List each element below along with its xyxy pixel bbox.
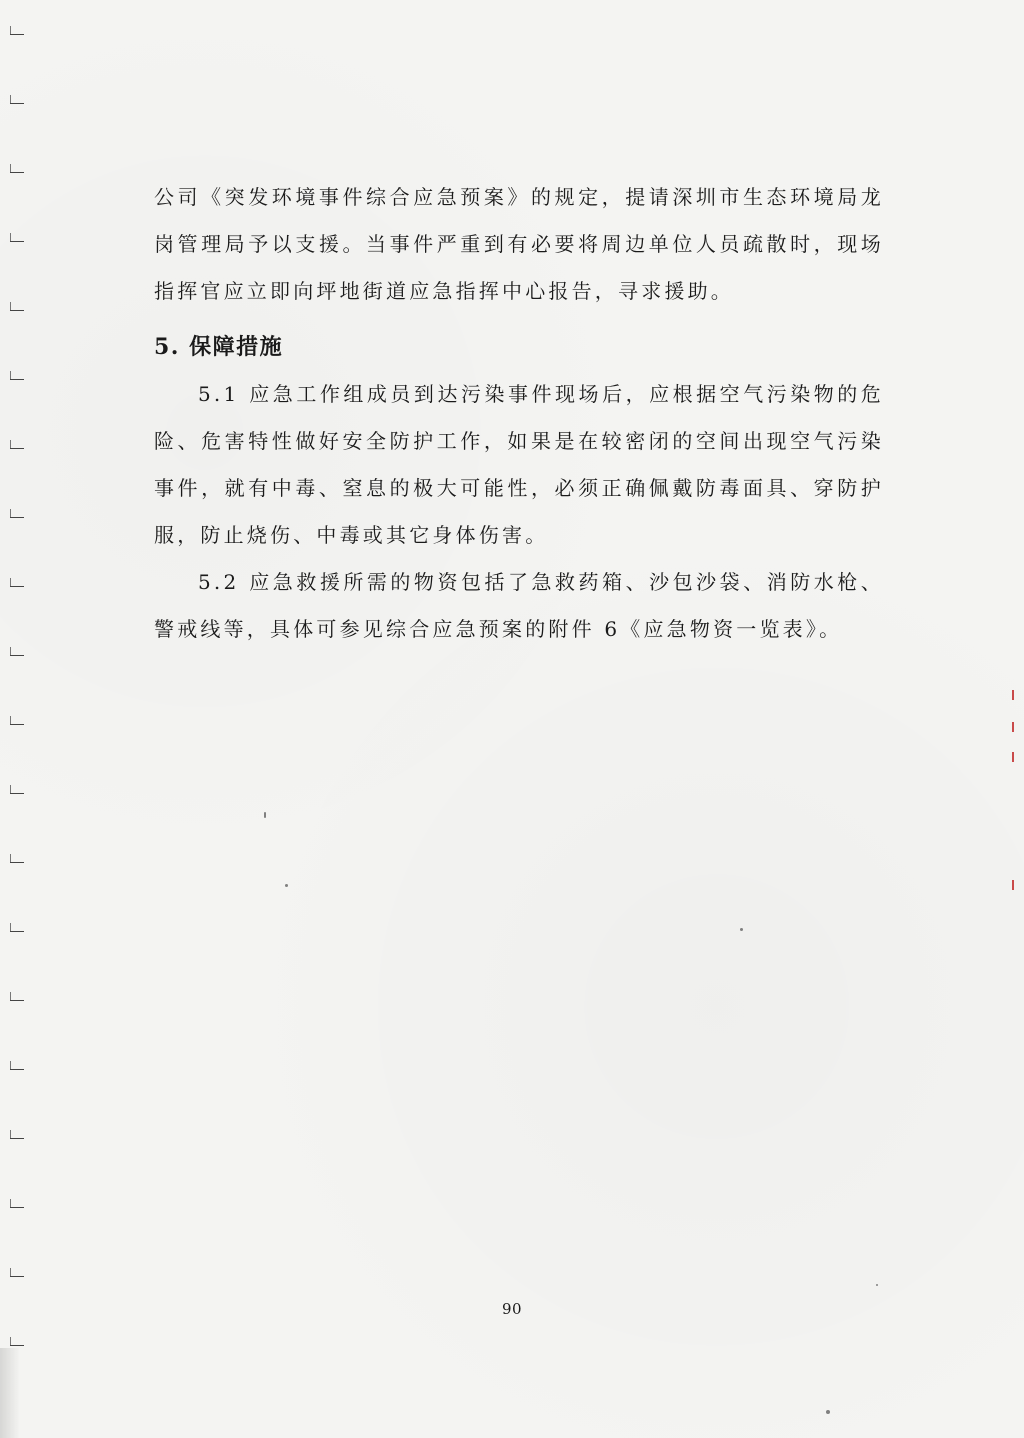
right-edge-marks <box>1012 690 1018 910</box>
page-number: 90 <box>501 1300 523 1318</box>
binding-tick <box>10 724 24 725</box>
binding-tick <box>10 931 24 932</box>
scan-speck <box>285 884 288 887</box>
binding-tick <box>10 448 24 449</box>
binding-tick <box>10 1000 24 1001</box>
binding-tick <box>10 1276 24 1277</box>
binding-tick <box>10 655 24 656</box>
section-item-5-1: 5.1 应急工作组成员到达污染事件现场后，应根据空气污染物的危险、危害特性做好安全防护工作，如果是在较密闭的空间出现空气污染事件，就有中毒、窒息的极大可能性，必须正确佩戴防毒面具、穿防护服，防止烧伤、中毒或其它身体伤害。 <box>154 382 884 547</box>
binding-tick <box>10 517 24 518</box>
section-item-5-2: 5.2 应急救援所需的物资包括了急救药箱、沙包沙袋、消防水枪、警戒线等，具体可参见综合应急预案的附件 6《应急物资一览表》。 <box>154 570 884 641</box>
binding-tick <box>10 793 24 794</box>
binding-tick <box>10 586 24 587</box>
binding-tick <box>10 1138 24 1139</box>
binding-tick <box>10 1345 24 1346</box>
binding-tick <box>10 1069 24 1070</box>
continuation-paragraph: 公司《突发环境事件综合应急预案》的规定，提请深圳市生态环境局龙岗管理局予以支援。当事件严重到有必要将周边单位人员疏散时，现场指挥官应立即向坪地街道应急指挥中心报告，寻求援助。 <box>154 185 884 303</box>
scan-speck <box>876 1284 878 1286</box>
binding-tick <box>10 241 24 242</box>
scan-corner-shadow <box>0 1348 20 1438</box>
scan-speck <box>264 812 266 818</box>
binding-tick <box>10 1207 24 1208</box>
binding-tick <box>10 172 24 173</box>
section-title: 5. 保障措施 <box>154 334 284 360</box>
document-body <box>154 174 884 653</box>
binding-tick <box>10 103 24 104</box>
binding-margin-marks <box>0 0 30 1438</box>
binding-tick <box>10 379 24 380</box>
binding-tick <box>10 862 24 863</box>
scan-speck <box>826 1410 830 1414</box>
scan-speck <box>740 928 743 931</box>
binding-tick <box>10 310 24 311</box>
binding-tick <box>10 34 24 35</box>
